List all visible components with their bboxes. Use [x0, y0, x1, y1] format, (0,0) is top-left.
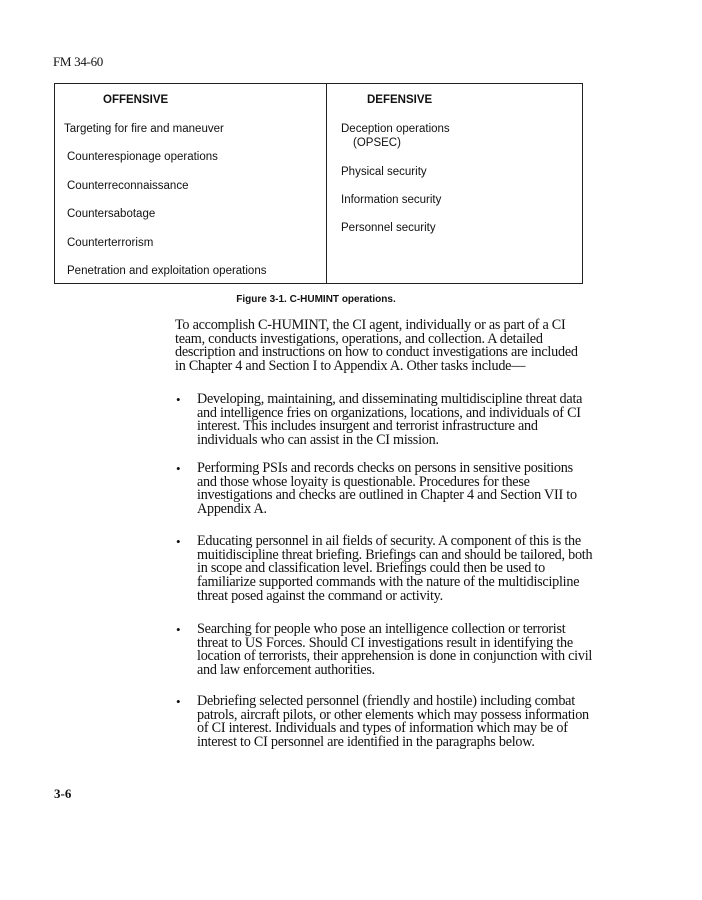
bullet-item-line: Developing, maintaining, and disseminating multidiscipline threat data	[197, 391, 583, 407]
bullet-item-line: location of terrorists, their apprehension is done in conjunction with civil	[197, 648, 593, 665]
bullet-item-line: and intelligence fries on organizations, locations, and individuals of CI	[197, 404, 581, 421]
bullet-item-line: Appendix A.	[197, 501, 267, 518]
bullet-item-line: muitidiscipline threat briefing. Briefings can and should be tailored, both	[197, 546, 593, 563]
bullet-item-line: familiarize supported commands with the nature of the multidiscipline	[197, 574, 580, 591]
bullet-icon: •	[176, 534, 181, 549]
bullet-item-line: Performing PSIs and records checks on persons in sensitive positions	[197, 460, 573, 476]
defensive-item: Physical security	[341, 166, 427, 178]
bullet-icon: •	[176, 694, 181, 709]
offensive-item: Counterterrorism	[67, 237, 154, 249]
offensive-heading: OFFENSIVE	[103, 94, 169, 106]
page-number: 3-6	[54, 786, 72, 801]
bullet-item-line: Debriefing selected personnel (friendly and hostile) including combat	[197, 693, 575, 709]
defensive-heading: DEFENSIVE	[367, 94, 433, 106]
intro-paragraph-line: in Chapter 4 and Section I to Appendix A. Other tasks include—	[175, 358, 526, 375]
bullet-icon: •	[176, 461, 181, 476]
defensive-item: (OPSEC)	[353, 137, 401, 149]
offensive-item: Counterreconnaissance	[67, 180, 189, 192]
bullet-item-line: in scope and classification level. Briefings could then be used to	[197, 560, 545, 577]
figure-table	[54, 83, 583, 284]
offensive-item: Targeting for fire and maneuver	[64, 123, 224, 135]
bullet-icon: •	[176, 392, 181, 407]
bullet-item-line: threat posed against the command or activity.	[197, 587, 443, 604]
bullet-icon: •	[176, 622, 181, 637]
defensive-item: Personnel security	[341, 222, 436, 234]
bullet-item-line: Searching for people who pose an intelligence collection or terrorist	[197, 621, 566, 637]
defensive-item: Deception operations	[341, 123, 450, 135]
intro-paragraph-line: To accomplish C-HUMINT, the CI agent, individually or as part of a CI	[175, 317, 566, 333]
offensive-item: Countersabotage	[67, 208, 156, 220]
offensive-item: Counterespionage operations	[67, 151, 218, 163]
page-header: FM 34-60	[53, 54, 103, 69]
figure-caption: Figure 3-1. C-HUMINT operations.	[236, 294, 396, 305]
offensive-item: Penetration and exploitation operations	[67, 265, 267, 277]
bullet-item-line: threat to US Forces. Should CI investigations result in identifying the	[197, 634, 573, 651]
intro-paragraph-line: team, conducts investigations, operations, and collection. A detailed	[175, 330, 543, 347]
column-divider	[326, 84, 327, 283]
intro-paragraph-line: description and instructions on how to conduct investigations are included	[175, 344, 578, 361]
bullet-item-line: and those whose loyaity is questionable. Procedures for these	[197, 473, 530, 490]
bullet-item-line: individuals who can assist in the CI mission.	[197, 432, 439, 449]
bullet-item-line: investigations and checks are outlined in Chapter 4 and Section VII to	[197, 487, 577, 504]
bullet-item-line: of CI interest. Individuals and types of information which may be of	[197, 720, 568, 737]
bullet-item-line: interest. This includes insurgent and terrorist infrastructure and	[197, 418, 538, 435]
bullet-item-line: interest to CI personnel are identified in the paragraphs below.	[197, 734, 535, 751]
bullet-item-line: Educating personnel in ail fields of security. A component of this is the	[197, 533, 581, 549]
bullet-item-line: and law enforcement authorities.	[197, 662, 375, 679]
defensive-item: Information security	[341, 194, 442, 206]
bullet-item-line: patrols, aircraft pilots, or other elements which may possess information	[197, 706, 589, 723]
